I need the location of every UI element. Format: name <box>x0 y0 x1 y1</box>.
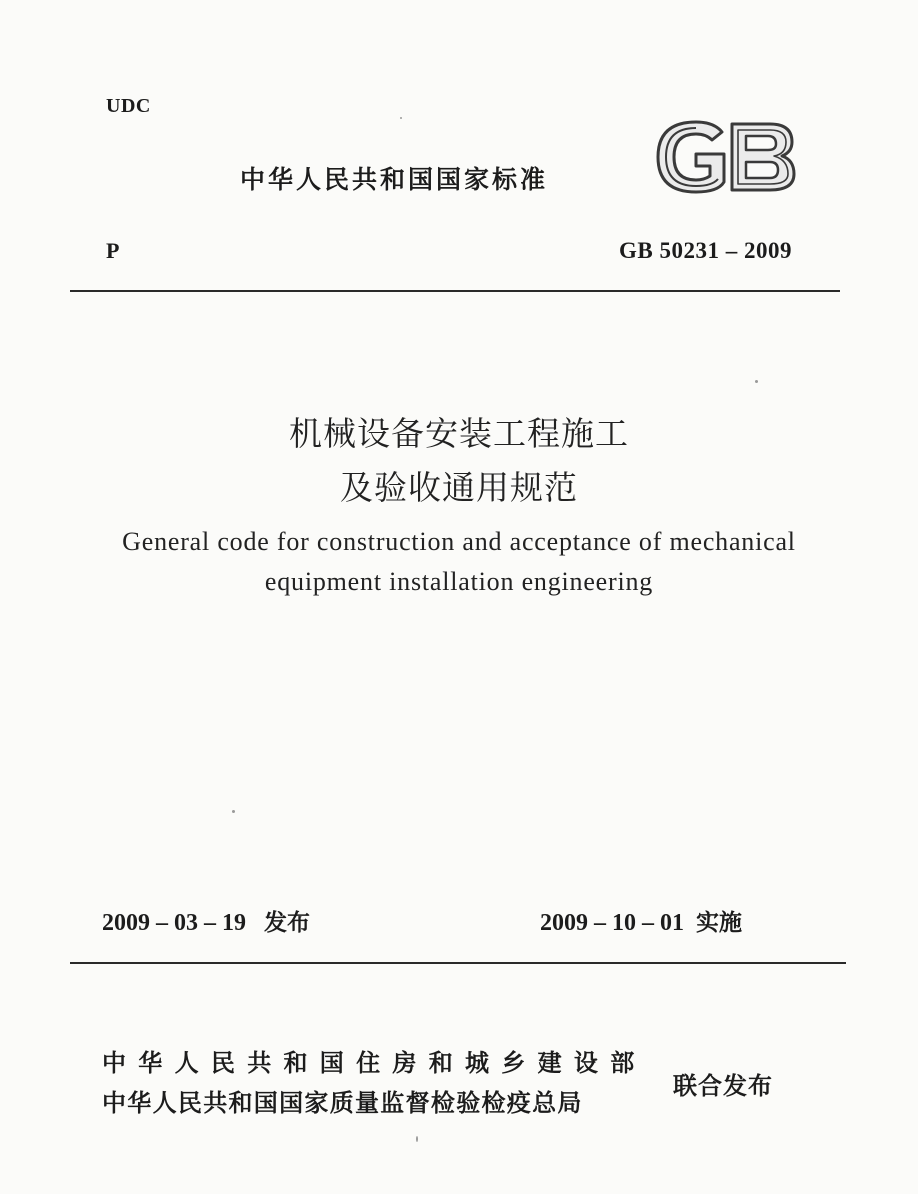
issue-label: 发布 <box>264 910 310 936</box>
udc-label: UDC <box>106 95 151 117</box>
standard-type: 中华人民共和国国家标准 <box>240 165 549 194</box>
joint-issue-label: 联合发布 <box>673 1072 773 1100</box>
issuer-ministry: 中华人民共和国住房和城乡建设部 <box>102 1049 647 1077</box>
standard-number: GB 50231 – 2009 <box>619 238 792 263</box>
scan-speck <box>400 117 402 119</box>
scan-speck <box>232 810 235 813</box>
effective-date: 2009 – 10 – 01 <box>540 910 684 936</box>
gb-logo-icon <box>652 118 798 196</box>
title-en-line2: equipment installation engineering <box>264 567 654 596</box>
effective-date-block <box>540 904 742 937</box>
title-cn-line1: 机械设备安装工程施工 <box>289 414 629 453</box>
title-cn-line2: 及验收通用规范 <box>340 468 578 507</box>
issue-date: 2009 – 03 – 19 <box>102 910 246 936</box>
header-divider <box>70 290 840 292</box>
footer-divider <box>70 962 846 964</box>
issue-date-block <box>102 904 310 937</box>
scan-speck <box>755 380 758 383</box>
scan-speck <box>416 1136 418 1142</box>
title-en-line1: General code for construction and acceptance of mechanical <box>122 527 796 556</box>
issuer-aqsiq: 中华人民共和国国家质量监督检验检疫总局 <box>102 1089 583 1117</box>
effective-label: 实施 <box>696 910 742 936</box>
category-code: P <box>106 238 120 263</box>
